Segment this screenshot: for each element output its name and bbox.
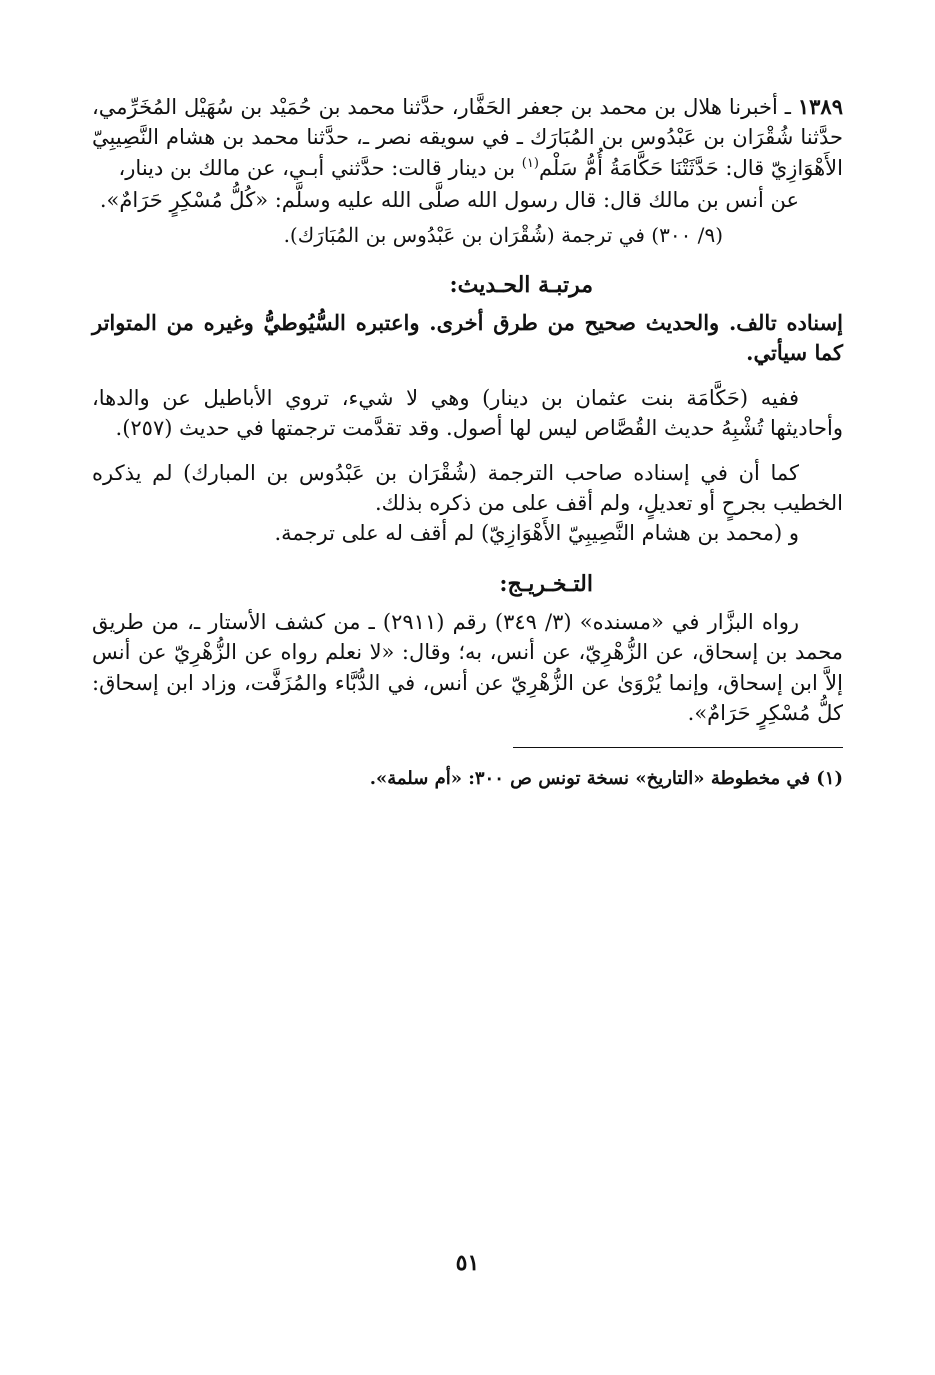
footnote-divider bbox=[513, 747, 843, 748]
takhrij-section bbox=[92, 607, 843, 729]
takhrij-heading: التـخـريـج: bbox=[499, 570, 593, 597]
page-number: ٥١ bbox=[455, 1250, 480, 1276]
hadith-isnad bbox=[92, 92, 843, 183]
grade-section bbox=[92, 308, 843, 549]
grade-heading: مرتبـة الحـديث: bbox=[449, 271, 593, 298]
footnote-marker[interactable]: (١) bbox=[521, 155, 539, 171]
hadith-source: (٩/ ٣٠٠) في ترجمة (شُقْرَان بن عَبْدُوس بن المُبَارَك). bbox=[283, 222, 723, 247]
hadith-section bbox=[92, 92, 843, 250]
grade-paragraph-3: و (محمد بن هشام النَّصِيبِيّ الأَهْوَازِيّ) لم أقف له على ترجمة. bbox=[274, 521, 799, 546]
grade-paragraph-1: ففيه (حَكَّامَة بنت عثمان بن دينار) وهي لا شيء، تروي الأباطيل عن والدها، وأحاديثها تُشْبِهُ حديث القُصَّاص ليس لها أصول. وقد تقدَّمت ترجمتها في حديث (٢٥٧). bbox=[92, 385, 843, 441]
hadith-isnad-end: بن دينار قالت: حدَّثني أبـي، عن مالك بن دينار، bbox=[118, 155, 516, 180]
grade-paragraph-2: كما أن في إسناده صاحب الترجمة (شُقْرَان بن عَبْدُوس بن المبارك) لم يذكره الخطيب بجرحٍ أو تعديلٍ، ولم أقف على من ذكره بذلك. bbox=[92, 460, 843, 515]
grade-summary: إسناده تالف. والحديث صحيح من طرق أخرى. واعتبره السُّيُوطيُّ وغيره من المتواتر كما سيأتي. bbox=[92, 309, 843, 366]
hadith-isnad-text: ـ أخبرنا هلال بن محمد بن جعفر الحَفَّار، حدَّثنا محمد بن حُمَيْد بن سُهَيْل المُخَرِّمي، حدَّثنا شُقْرَان بن عَبْدُوس بن المُبَارَك ـ في سويقه نصر ـ، حدَّثنا محمد بن هشام النَّصِيبِيّ الأَهْوَازِيّ قال: حَدَّثَتْنَا حَكَّامَةُ أُمُّ سَلْم bbox=[92, 95, 843, 180]
hadith-number: ١٣٨٩ bbox=[797, 94, 843, 119]
takhrij-text: رواه البزَّار في «مسنده» (٣/ ٣٤٩) رقم (٢٩١١) ـ من كشف الأستار ـ، من طريق محمد بن إسحاق، عن الزُّهْرِيّ، عن أنس، به؛ وقال: «لا نعلم رواه عن الزُّهْرِيّ عن أنس إلاَّ ابن إسحاق، وإنما يُرْوَىٰ عن الزُّهْرِيّ عن أنس، في الدُّبَّاء والمُزَفَّت، وزاد ابن إسحاق: كلُّ مُسْكِرٍ حَرَامٌ». bbox=[92, 609, 843, 726]
hadith-matn: عن أنس بن مالك قال: قال رسول الله صلَّى الله عليه وسلَّم: «كُلُّ مُسْكِرٍ حَرَامٌ». bbox=[99, 188, 799, 213]
footnote: (١) في مخطوطة «التاريخ» نسخة تونس ص ٣٠٠: «أم سلمة». bbox=[369, 767, 843, 789]
